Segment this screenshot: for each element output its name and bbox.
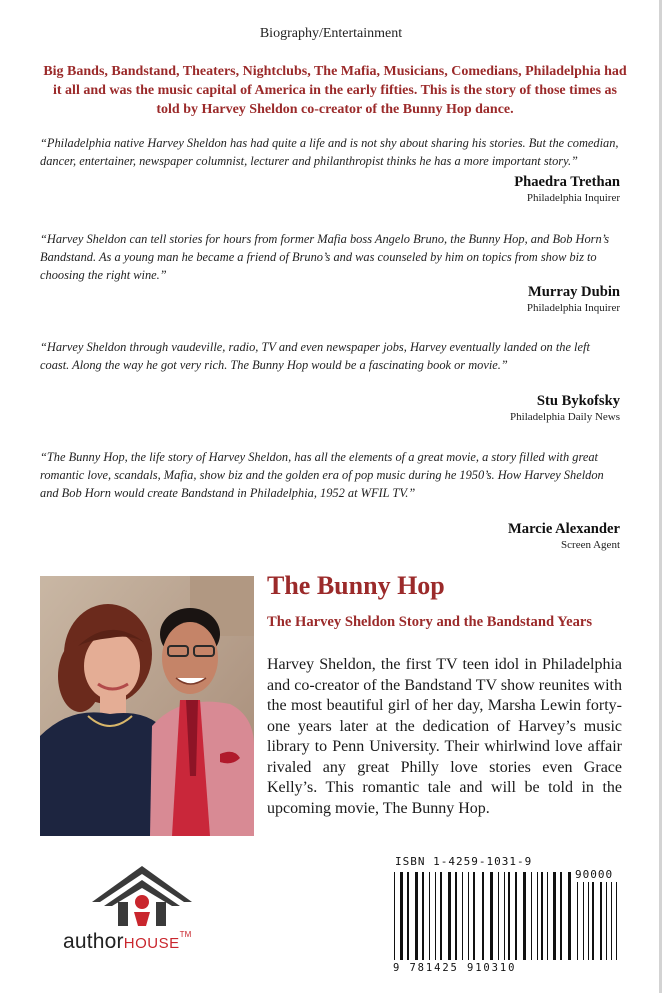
barcode-bar	[400, 872, 403, 960]
barcode-bar	[606, 882, 607, 960]
quote-attribution	[510, 393, 620, 423]
barcode-bar	[498, 872, 499, 960]
publisher-wordmark	[63, 930, 192, 954]
reviewer-name: Murray Dubin	[527, 284, 620, 300]
reviewer-publication: Philadelphia Inquirer	[526, 192, 620, 204]
ean-barcode	[394, 872, 574, 962]
barcode-bar	[462, 872, 463, 960]
barcode-bar	[407, 872, 409, 960]
barcode-bar	[553, 872, 556, 960]
barcode-bar	[415, 872, 418, 960]
barcode-bar	[600, 882, 602, 960]
reviewer-name: Marcie Alexander	[508, 521, 620, 537]
reviewer-name: Phaedra Trethan	[514, 174, 620, 190]
barcode-bar	[429, 872, 430, 960]
barcode-bar	[547, 872, 548, 960]
barcode-bar	[592, 882, 594, 960]
barcode-bar	[435, 872, 436, 960]
barcode-bar	[490, 872, 493, 960]
publisher-name-part1: author	[63, 930, 124, 953]
barcode-bar	[504, 872, 505, 960]
barcode-bar	[515, 872, 517, 960]
barcode-bar	[473, 872, 475, 960]
barcode-bar	[482, 872, 484, 960]
publisher-name-part2: HOUSE	[123, 935, 180, 952]
quote-text: “Philadelphia native Harvey Sheldon has had quite a life and is not shy about sharing his stories. But the comedian, dancer, entertainer, newspaper columnist, lecturer and philanthropist thinks he has a more important story.”	[40, 136, 619, 168]
trademark-mark: TM	[179, 930, 192, 939]
genre-label: Biography/Entertainment	[259, 26, 403, 41]
barcode-bar	[455, 872, 457, 960]
barcode-bar	[508, 872, 510, 960]
book-subtitle: The Harvey Sheldon Story and the Bandstand Years	[267, 614, 593, 630]
reviewer-publication: Philadelphia Inquirer	[526, 302, 620, 314]
barcode-bar	[523, 872, 526, 960]
quote-text: “Harvey Sheldon can tell stories for hours from former Mafia boss Angelo Bruno, the Bunny Hop, and Bob Horn’s Bandstand. As a young man he became a friend of Bruno’s and was counseled by him on topics from show biz to choosing the right wine.”	[40, 232, 610, 282]
intro-blurb: Big Bands, Bandstand, Theaters, Nightclubs, The Mafia, Musicians, Comedians, Philadelphia had it all and was the music capital of America in the early fifties. This is the story of those times as told by Harvey Sheldon co-creator of the Bunny Hop dance.	[43, 64, 627, 117]
quote-attribution	[514, 174, 620, 204]
barcode-bar	[616, 882, 617, 960]
barcode-bar	[541, 872, 543, 960]
barcode-bar	[531, 872, 532, 960]
book-description: Harvey Sheldon, the first TV teen idol in Philadelphia and co-creator of the Bandstand TV show reunites with the most beautiful girl of her day, Marsha Lewin forty-one years later at the dedication of Harvey’s music library to Penn University. Their whirlwind love affair rivaled any great Philly love stories even Grace Kelly’s. This romantic tale and will be told in the upcoming movie, The Bunny Hop.	[267, 656, 622, 817]
barcode-bar	[560, 872, 562, 960]
barcode-bar	[588, 882, 589, 960]
ean-digits: 9 781425 910310	[393, 962, 517, 974]
barcode-bar	[440, 872, 442, 960]
barcode-bar	[394, 872, 395, 960]
barcode-bar	[537, 872, 538, 960]
barcode-bar	[422, 872, 424, 960]
reviewer-publication: Screen Agent	[561, 539, 620, 551]
book-title: The Bunny Hop	[267, 571, 445, 600]
price-code: 90000	[575, 868, 614, 881]
barcode-bar	[568, 872, 571, 960]
author-photo	[40, 576, 254, 836]
quote-attribution	[527, 284, 620, 314]
quote-text: “The Bunny Hop, the life story of Harvey Sheldon, has all the elements of a great movie, a story filled with great romantic love, scandals, Mafia, show biz and the golden era of pop music during he 1950’s. How Harvey Sheldon and Bob Horn would create Bandstand in Philadelphia, 1952 at WFIL TV.”	[40, 450, 604, 500]
barcode-bar	[448, 872, 451, 960]
barcode-bar	[583, 882, 584, 960]
barcode-bar	[611, 882, 612, 960]
price-barcode	[577, 882, 625, 962]
barcode-bar	[468, 872, 469, 960]
reviewer-name: Stu Bykofsky	[536, 393, 620, 409]
quote-attribution	[508, 521, 620, 551]
quote-text: “Harvey Sheldon through vaudeville, radio, TV and even newspaper jobs, Harvey eventually landed on the left coast. Along the way he got very rich. The Bunny Hop would be a fascinating book or movie.”	[40, 340, 590, 372]
isbn-label: ISBN 1-4259-1031-9	[395, 855, 533, 868]
reviewer-publication: Philadelphia Daily News	[510, 411, 620, 423]
barcode-bar	[577, 882, 578, 960]
